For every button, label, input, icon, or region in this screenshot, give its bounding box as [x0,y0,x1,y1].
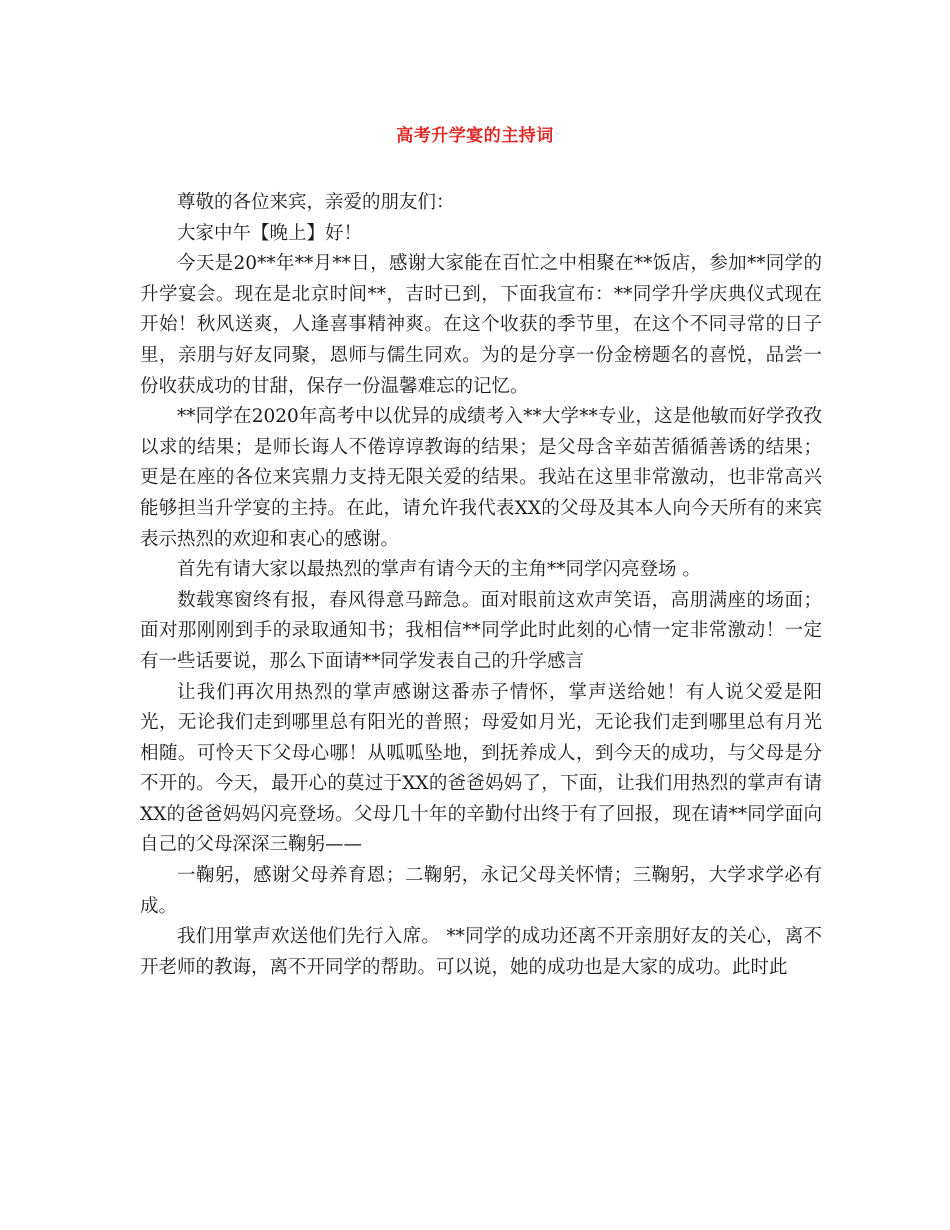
parents-paragraph: 让我们再次用热烈的掌声感谢这番赤子情怀，掌声送给她！有人说父爱是阳光，无论我们走到哪里总有阳光的普照；母爱如月光，无论我们走到哪里总有月光相随。可怜天下父母心哪！从呱呱坠地，到抚养成人，到今天的成功，与父母是分不开的。今天，最开心的莫过于XX的爸爸妈妈了，下面，让我们用热烈的掌声有请XX的爸爸妈妈闪亮登场。父母几十年的辛勤付出终于有了回报，现在请**同学面向自己的父母深深三鞠躬—— [140,681,822,856]
document-body [140,188,822,983]
achievement-paragraph: **同学在2020年高考中以优异的成绩考入**大学**专业，这是他敏而好学孜孜以求的结果；是师长诲人不倦谆谆教诲的结果；是父母含辛茹苦循循善诱的结果；更是在座的各位来宾鼎力支持无限关爱的结果。我站在这里非常激动，也非常高兴能够担当升学宴的主持。在此，请允许我代表XX的父母及其本人向今天所有的来宾表示热烈的欢迎和衷心的感谢。 [140,406,822,550]
closing-paragraph: 我们用掌声欢送他们先行入席。 **同学的成功还离不开亲朋好友的关心，离不开老师的教诲，离不开同学的帮助。可以说，她的成功也是大家的成功。此时此 [140,926,822,978]
greeting-paragraph: 尊敬的各位来宾，亲爱的朋友们： [177,192,455,213]
bowing-paragraph: 一鞠躬，感谢父母养育恩；二鞠躬，永记父母关怀情；三鞠躬，大学求学必有成。 [140,865,822,917]
speech-invitation-paragraph: 数载寒窗终有报，春风得意马蹄急。面对眼前这欢声笑语，高朋满座的场面；面对那刚刚到手的录取通知书；我相信**同学此时此刻的心情一定非常激动！一定有一些话要说，那么下面请**同学发表自己的升学感言 [140,589,822,672]
opening-paragraph: 今天是20**年**月**日，感谢大家能在百忙之中相聚在**饭店，参加**同学的升学宴会。现在是北京时间**，吉时已到，下面我宣布：**同学升学庆典仪式现在开始！秋风送爽，人逢喜事精神爽。在这个收获的季节里，在这个不同寻常的日子里，亲朋与好友同聚，恩师与儒生同欢。为的是分享一份金榜题名的喜悦，品尝一份收获成功的甘甜，保存一份温馨难忘的记忆。 [140,253,822,397]
salutation-paragraph: 大家中午【晚上】好！ [177,222,363,244]
introduction-paragraph: 首先有请大家以最热烈的掌声有请今天的主角**同学闪亮登场 。 [177,559,701,581]
document-title: 高考升学宴的主持词 [396,126,554,146]
